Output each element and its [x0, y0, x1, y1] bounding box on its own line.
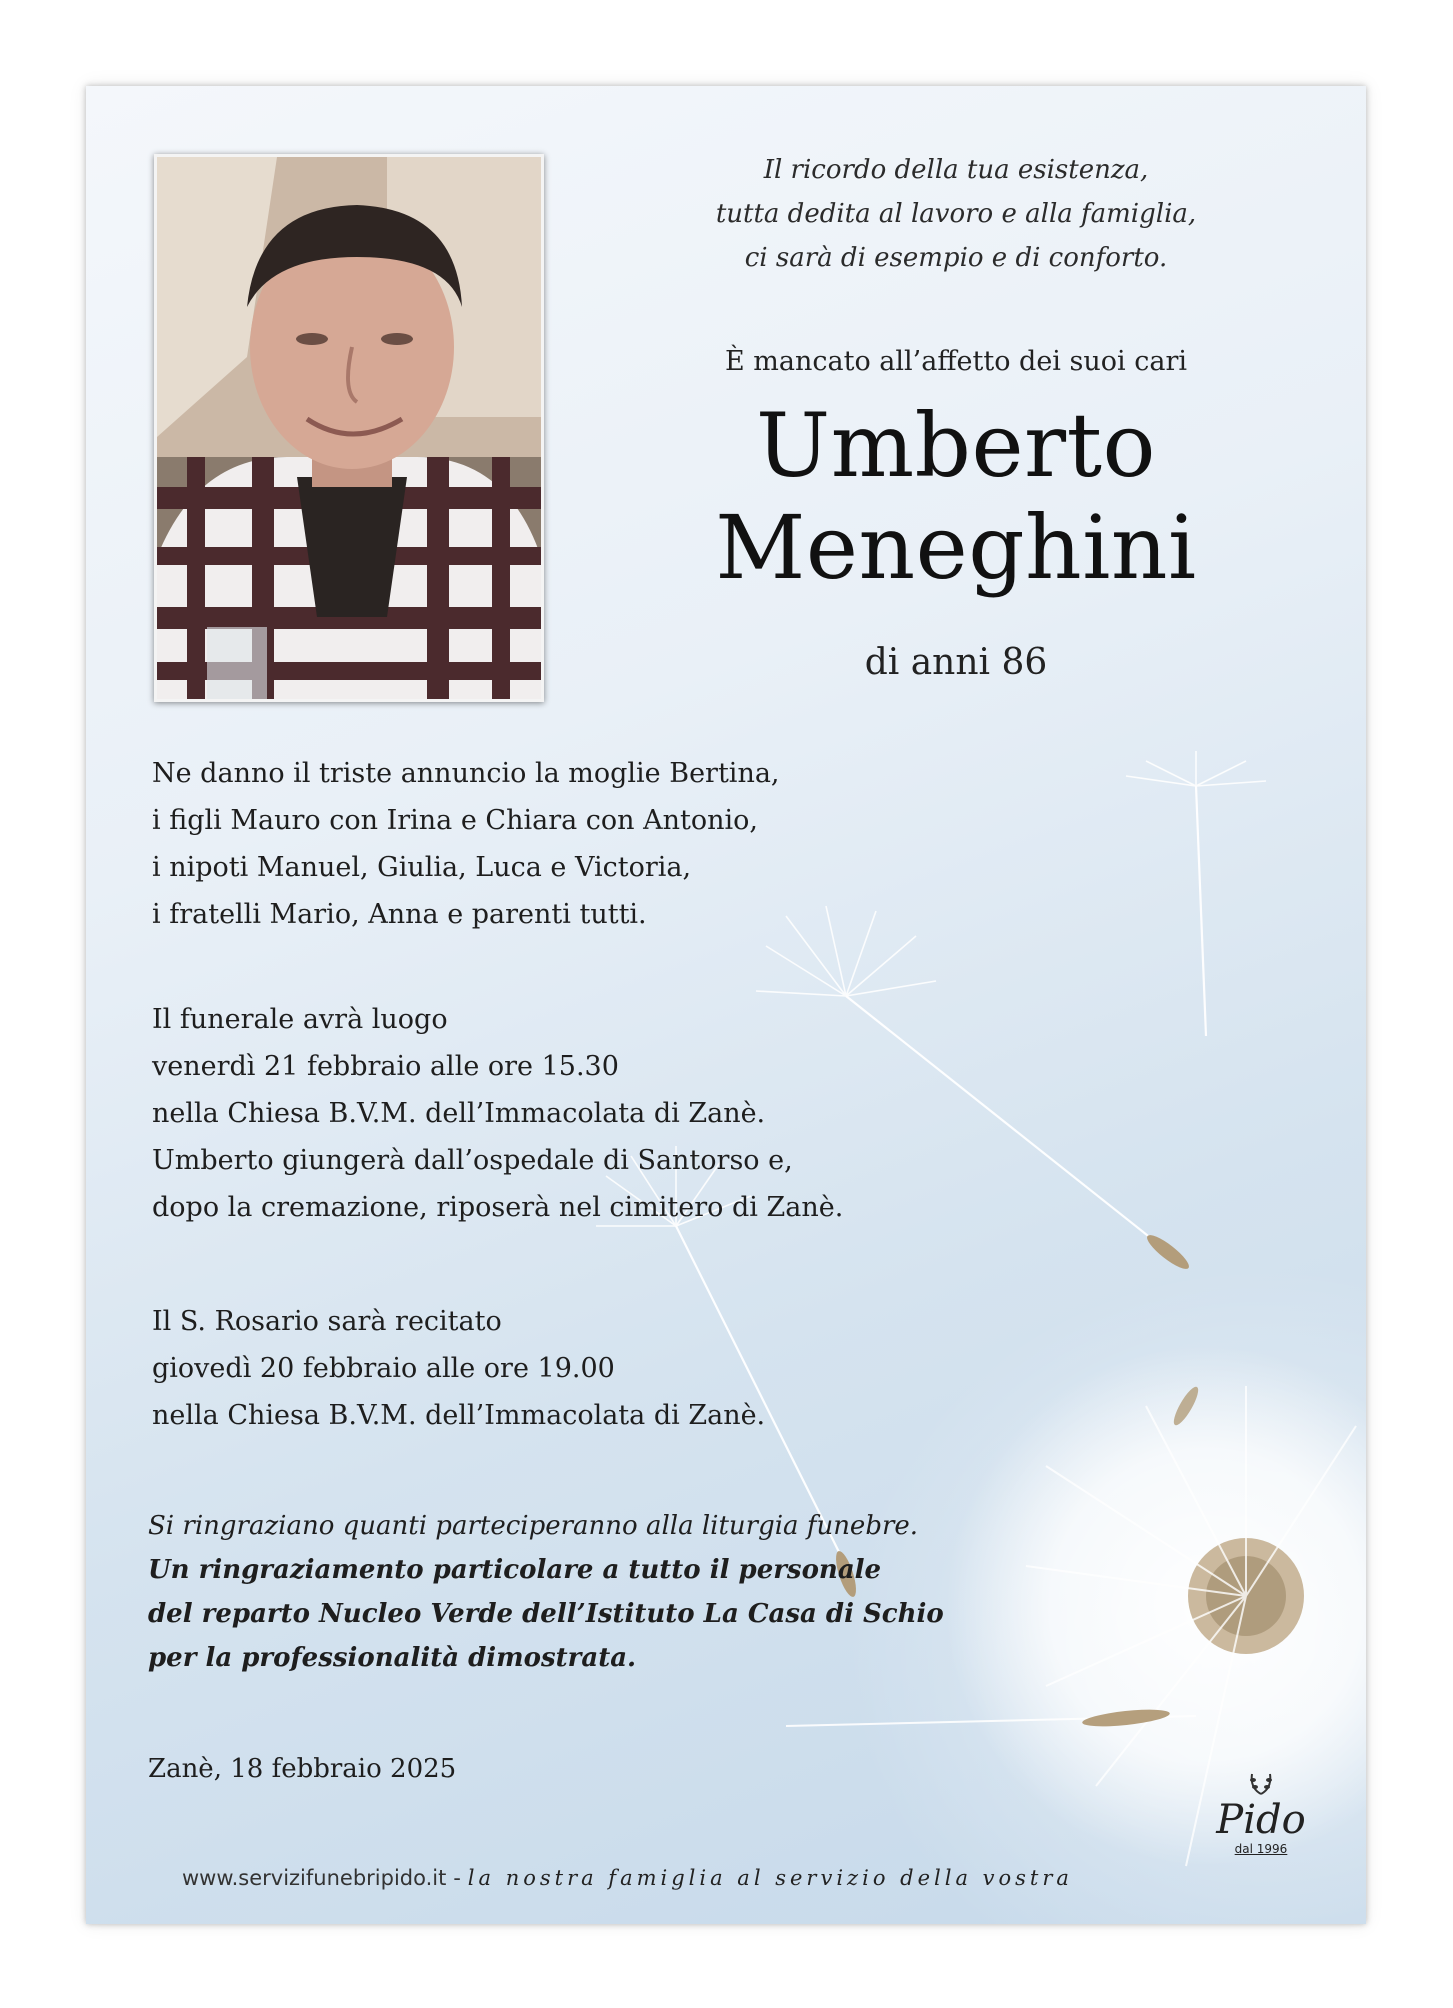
epigraph-line: tutta dedita al lavoro e alla famiglia, [715, 199, 1197, 229]
thanks-bold-line: Un ringraziamento particolare a tutto il personale [148, 1555, 882, 1585]
family-line: i nipoti Manuel, Giulia, Luca e Victoria, [152, 852, 692, 883]
deceased-last-name: Meneghini [715, 496, 1197, 599]
logo-since: dal 1996 [1234, 1842, 1288, 1856]
funeral-line: Il funerale avrà luogo [152, 1004, 448, 1035]
rosary-line: nella Chiesa B.V.M. dell’Immacolata di Zanè. [152, 1400, 766, 1431]
thanks-bold-line: del reparto Nucleo Verde dell’Istituto La Casa di Schio [148, 1599, 944, 1629]
epigraph-line: Il ricordo della tua esistenza, [763, 155, 1149, 185]
funeral-details [152, 996, 1052, 1231]
rosary-details [152, 1298, 1052, 1439]
announcement-intro: È mancato all’affetto dei suoi cari [725, 346, 1187, 377]
thanks-bold-line: per la professionalità dimostrata. [148, 1643, 637, 1673]
portrait-illustration [157, 157, 541, 699]
acknowledgements [148, 1504, 1048, 1680]
laurel-wreath-icon [1246, 1768, 1276, 1798]
family-line: i fratelli Mario, Anna e parenti tutti. [152, 899, 647, 930]
deceased-age: di anni 86 [864, 642, 1048, 683]
footer-separator: - [453, 1866, 461, 1891]
website-link[interactable]: www.servizifunebripido.it [182, 1866, 447, 1890]
family-line: Ne danno il triste annuncio la moglie Bertina, [152, 758, 780, 789]
pido-logo [1206, 1768, 1316, 1878]
epigraph-line: ci sarà di esempio e di conforto. [744, 243, 1168, 273]
logo-name: Pido [1216, 1797, 1306, 1843]
funeral-line: nella Chiesa B.V.M. dell’Immacolata di Zanè. [152, 1098, 766, 1129]
family-announcement [152, 750, 1052, 938]
epigraph-quote [646, 148, 1266, 280]
funeral-line: venerdì 21 febbraio alle ore 15.30 [152, 1051, 619, 1082]
rosary-line: giovedì 20 febbraio alle ore 19.00 [152, 1353, 615, 1384]
rosary-line: Il S. Rosario sarà recitato [152, 1306, 502, 1337]
notice-date: Zanè, 18 febbraio 2025 [148, 1754, 457, 1784]
funeral-line: Umberto giungerà dall’ospedale di Santorso e, [152, 1145, 793, 1176]
deceased-first-name: Umberto [756, 394, 1156, 497]
funeral-line: dopo la cremazione, riposerà nel cimitero di Zanè. [152, 1192, 844, 1223]
footer [182, 1866, 1073, 1891]
footer-motto: la nostra famiglia al servizio della vostra [467, 1866, 1073, 1890]
obituary-card [86, 86, 1366, 1924]
portrait-photo [154, 154, 544, 702]
thanks-line: Si ringraziano quanti parteciperanno alla liturgia funebre. [148, 1511, 919, 1541]
family-line: i figli Mauro con Irina e Chiara con Antonio, [152, 805, 758, 836]
